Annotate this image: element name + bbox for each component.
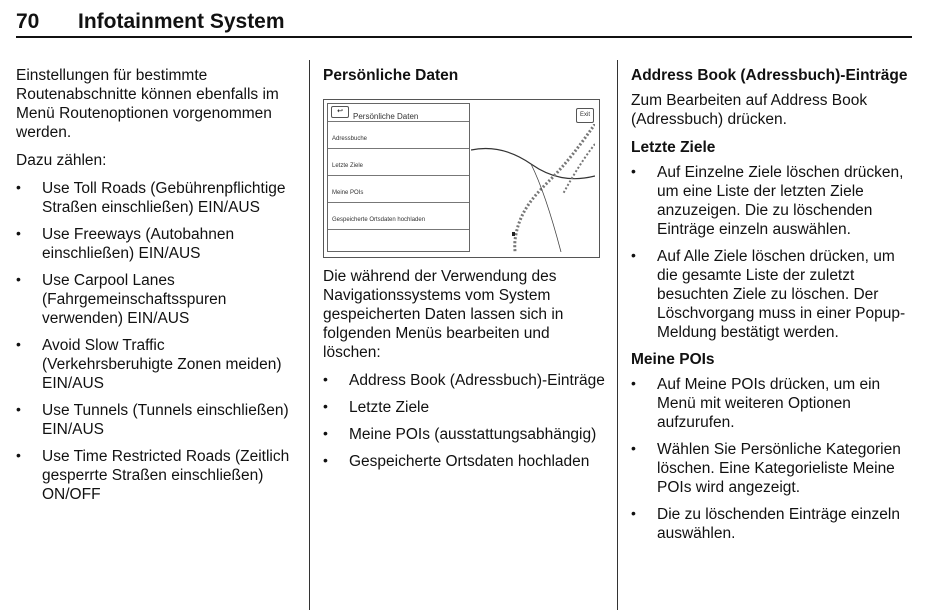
list-item: • Auf Einzelne Ziele löschen drücken, um eine Liste der letzten Ziele anzuzeigen. Die zu löschenden Einträge einzeln auswählen. xyxy=(631,163,913,239)
menu-header xyxy=(328,104,469,122)
page-title: Infotainment System xyxy=(78,10,285,33)
column-divider-2 xyxy=(617,60,618,610)
map-view xyxy=(471,124,595,252)
list-item: • Use Tunnels (Tunnels einschließen) EIN/AUS xyxy=(16,401,298,439)
body-paragraph: Die während der Verwendung des Navigationssystems vom System gespeicherten Daten lassen sich in folgenden Menüs bearbeiten und löschen: xyxy=(323,268,564,361)
menu-panel xyxy=(327,103,470,252)
column-3 xyxy=(631,66,913,551)
list-item: • Auf Alle Ziele löschen drücken, um die gesamte Liste der zuletzt besuchten Ziele zu löschen. Der Löschvorgang muss in einer Popup-Meldung bestätigt werden. xyxy=(631,247,913,342)
menu-item: Gespeicherte Ortsdaten hochladen xyxy=(328,203,469,230)
personal-data-list xyxy=(323,371,608,471)
list-item: • Gespeicherte Ortsdaten hochladen xyxy=(323,452,608,471)
back-arrow-icon: ↩ xyxy=(331,106,349,118)
menu-item: Letzte Ziele xyxy=(328,149,469,176)
lead-text: Dazu zählen: xyxy=(16,152,107,169)
list-item: • Auf Meine POIs drücken, um ein Menü mit weiteren Optionen aufzurufen. xyxy=(631,375,913,432)
list-item: • Avoid Slow Traffic (Verkehrsberuhigte Zonen meiden) EIN/AUS xyxy=(16,336,298,393)
section-heading: Address Book (Adressbuch)-Einträge xyxy=(631,67,908,84)
header-rule xyxy=(16,36,912,38)
list-item: • Use Time Restricted Roads (Zeitlich gesperrte Straßen einschließen) ON/OFF xyxy=(16,447,298,504)
section-heading: Letzte Ziele xyxy=(631,139,716,156)
list-item: • Use Carpool Lanes (Fahrgemeinschaftsspuren verwenden) EIN/AUS xyxy=(16,271,298,328)
page-header xyxy=(16,10,912,38)
menu-item: Meine POIs xyxy=(328,176,469,203)
section-heading: Meine POIs xyxy=(631,351,715,368)
intro-paragraph: Einstellungen für bestimmte Routenabschnitte können ebenfalls im Menü Routenoptionen vorgenommen werden. xyxy=(16,67,279,141)
column-2 xyxy=(323,66,608,479)
my-pois-list xyxy=(631,375,913,543)
list-item: • Die zu löschenden Einträge einzeln auswählen. xyxy=(631,505,913,543)
section-heading: Persönliche Daten xyxy=(323,67,459,84)
screen-figure xyxy=(323,99,600,258)
list-item: • Wählen Sie Persönliche Kategorien löschen. Eine Kategorieliste Meine POIs wird angezeigt. xyxy=(631,440,913,497)
exit-button: Exit xyxy=(576,108,594,123)
list-item: • Meine POIs (ausstattungsabhängig) xyxy=(323,425,608,444)
list-item: • Letzte Ziele xyxy=(323,398,608,417)
body-paragraph: Zum Bearbeiten auf Address Book (Adressbuch) drücken. xyxy=(631,92,868,128)
column-1 xyxy=(16,66,298,512)
recent-destinations-list xyxy=(631,163,913,342)
menu-title: Persönliche Daten xyxy=(353,112,419,121)
list-item: • Use Toll Roads (Gebührenpflichtige Straßen einschließen) EIN/AUS xyxy=(16,179,298,217)
menu-item: Adressbuche xyxy=(328,122,469,149)
list-item: • Use Freeways (Autobahnen einschließen) EIN/AUS xyxy=(16,225,298,263)
route-options-list xyxy=(16,179,298,504)
list-item: • Address Book (Adressbuch)-Einträge xyxy=(323,371,608,390)
page-number: 70 xyxy=(16,10,40,33)
position-marker xyxy=(512,232,515,236)
column-divider-1 xyxy=(309,60,310,610)
